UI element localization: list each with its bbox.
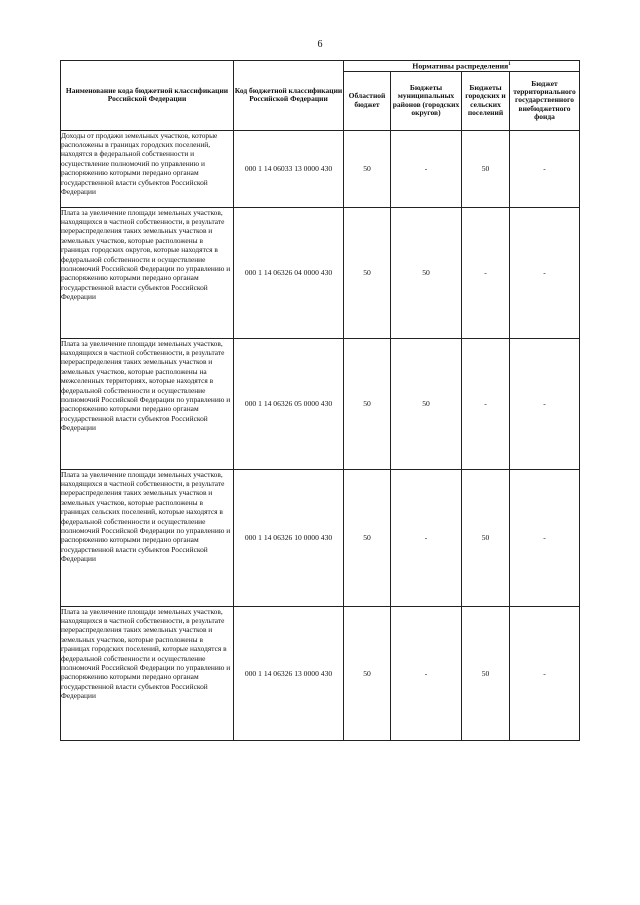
table-row bbox=[61, 130, 580, 207]
header-distribution-group bbox=[344, 61, 580, 72]
header-distribution-label: Нормативы распределения bbox=[412, 61, 509, 71]
settlement-budget-value: 50 bbox=[462, 606, 510, 740]
settlement-budget-value: - bbox=[462, 207, 510, 338]
fund-budget-value: - bbox=[510, 606, 580, 740]
classification-code: 000 1 14 06326 05 0000 430 bbox=[234, 338, 344, 469]
settlement-budget-value: 50 bbox=[462, 469, 510, 606]
municipal-budget-value: - bbox=[391, 130, 462, 207]
classification-code: 000 1 14 06326 13 0000 430 bbox=[234, 606, 344, 740]
regional-budget-value: 50 bbox=[344, 130, 391, 207]
income-name: Доходы от продажи земельных участков, которые расположены в границах городских поселений, находятся в федеральной собственности и осуществление полномочий по управлению и распоряжению которыми передано органам государственной власти субъектов Российской Федерации bbox=[61, 130, 234, 207]
fund-budget-value: - bbox=[510, 130, 580, 207]
table-row bbox=[61, 338, 580, 469]
footnote-mark: 1 bbox=[508, 62, 511, 67]
regional-budget-value: 50 bbox=[344, 207, 391, 338]
header-regional-budget: Областной бюджет bbox=[344, 71, 391, 130]
settlement-budget-value: 50 bbox=[462, 130, 510, 207]
table-row bbox=[61, 207, 580, 338]
regional-budget-value: 50 bbox=[344, 606, 391, 740]
settlement-budget-value: - bbox=[462, 338, 510, 469]
regional-budget-value: 50 bbox=[344, 469, 391, 606]
classification-code: 000 1 14 06033 13 0000 430 bbox=[234, 130, 344, 207]
header-settlement-budgets: Бюджеты городских и сельских поселений bbox=[462, 71, 510, 130]
municipal-budget-value: - bbox=[391, 606, 462, 740]
budget-classification-table bbox=[60, 60, 580, 741]
income-name: Плата за увеличение площади земельных участков, находящихся в частной собственности, в результате перераспределения таких земельных участков и земельных участков, которые расположены в границах городских поселений, которые находятся в федеральной собственности и осуществление полномочий Российской Федерации по управлению и распоряжению которыми передано органам государственной власти субъектов Российской Федерации bbox=[61, 606, 234, 740]
header-municipal-budgets: Бюджеты муниципальных районов (городских округов) bbox=[391, 71, 462, 130]
page-number: 6 bbox=[317, 39, 323, 50]
municipal-budget-value: 50 bbox=[391, 338, 462, 469]
municipal-budget-value: - bbox=[391, 469, 462, 606]
header-code-column: Код бюджетной классификации Российской Федерации bbox=[234, 61, 344, 131]
header-name-column: Наименование кода бюджетной классификации Российской Федерации bbox=[61, 61, 234, 131]
table-row bbox=[61, 606, 580, 740]
regional-budget-value: 50 bbox=[344, 338, 391, 469]
table-row bbox=[61, 469, 580, 606]
fund-budget-value: - bbox=[510, 469, 580, 606]
classification-code: 000 1 14 06326 10 0000 430 bbox=[234, 469, 344, 606]
table-header bbox=[61, 61, 580, 131]
income-name: Плата за увеличение площади земельных участков, находящихся в частной собственности, в результате перераспределения таких земельных участков и земельных участков, которые расположены на межселенных территориях, которые находятся в федеральной собственности и осуществление полномочий Российской Федерации по управлению и распоряжению которыми передано органам государственной власти субъектов Российской Федерации bbox=[61, 338, 234, 469]
income-name: Плата за увеличение площади земельных участков, находящихся в частной собственности, в результате перераспределения таких земельных участков и земельных участков, которые расположены в границах городских округов, которые находятся в федеральной собственности и осуществление полномочий Российской Федерации по управлению и распоряжению которыми передано органам государственной власти субъектов Российской Федерации bbox=[61, 207, 234, 338]
fund-budget-value: - bbox=[510, 207, 580, 338]
income-name: Плата за увеличение площади земельных участков, находящихся в частной собственности, в результате перераспределения таких земельных участков и земельных участков, которые расположены в границах сельских поселений, которые находятся в федеральной собственности и осуществление полномочий Российской Федерации по управлению и распоряжению которыми передано органам государственной власти субъектов Российской Федерации bbox=[61, 469, 234, 606]
fund-budget-value: - bbox=[510, 338, 580, 469]
header-extrabudgetary-fund: Бюджет территориального государственного внебюджетного фонда bbox=[510, 71, 580, 130]
classification-code: 000 1 14 06326 04 0000 430 bbox=[234, 207, 344, 338]
municipal-budget-value: 50 bbox=[391, 207, 462, 338]
